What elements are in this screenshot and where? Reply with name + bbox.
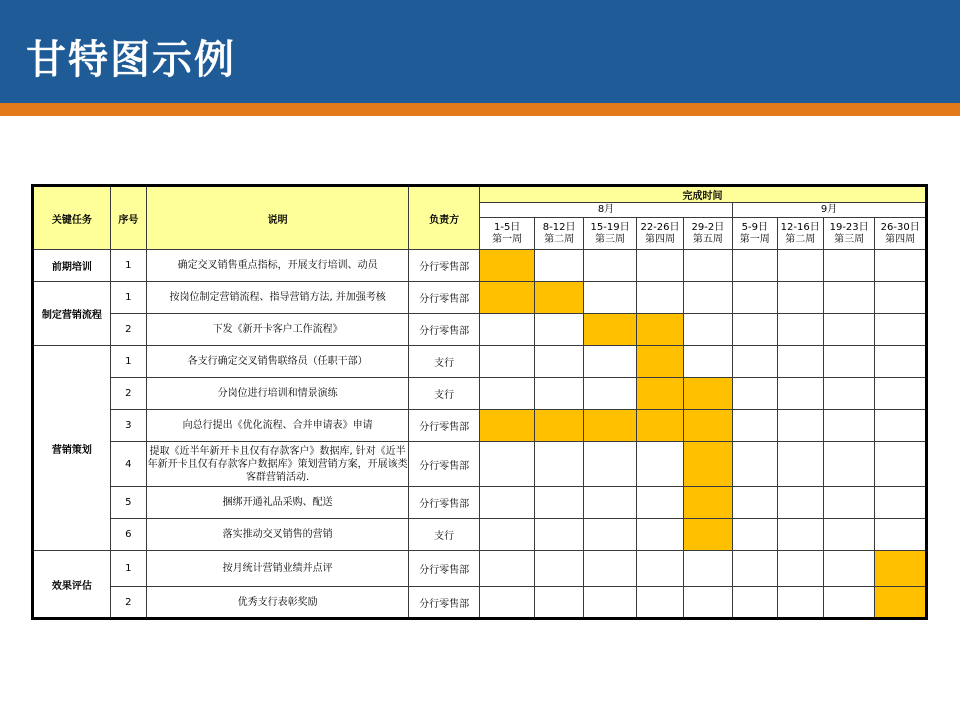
week-dates: 1-5日 [493,221,521,233]
gantt-empty-cell [583,378,636,410]
gantt-empty-cell [637,250,683,282]
gantt-empty-cell [823,587,874,619]
gantt-bar-cell [683,442,732,487]
table-row [33,587,927,619]
gantt-empty-cell [777,410,823,442]
header-time: 完成时间 [479,186,926,203]
task-group: 前期培训 [33,250,111,282]
gantt-bar-cell [535,282,583,314]
header-month-sep: 9月 [733,203,927,218]
gantt-empty-cell [479,378,534,410]
row-seq: 6 [110,519,146,551]
gantt-empty-cell [823,346,874,378]
week-label: 第一周 [739,233,770,245]
gantt-empty-cell [823,282,874,314]
gantt-empty-cell [535,378,583,410]
gantt-bar-cell [637,346,683,378]
title-banner [0,0,960,103]
gantt-empty-cell [777,250,823,282]
header-desc: 说明 [146,186,408,250]
week-label: 第三周 [595,233,626,245]
table-row [33,250,927,282]
row-owner: 分行零售部 [409,250,480,282]
gantt-empty-cell [777,378,823,410]
table-row [33,378,927,410]
row-owner: 分行零售部 [409,587,480,619]
week-dates: 5-9日 [741,221,768,233]
gantt-bar-cell [479,410,534,442]
row-seq: 4 [110,442,146,487]
row-seq: 2 [110,587,146,619]
row-seq: 2 [110,378,146,410]
gantt-empty-cell [637,551,683,587]
row-owner: 分行零售部 [409,282,480,314]
gantt-empty-cell [479,314,534,346]
gantt-empty-cell [683,282,732,314]
gantt-table [31,184,928,620]
row-desc: 按岗位制定营销流程、指导营销方法, 并加强考核 [146,282,408,314]
gantt-empty-cell [733,378,777,410]
gantt-empty-cell [823,250,874,282]
gantt-empty-cell [733,314,777,346]
gantt-empty-cell [683,250,732,282]
gantt-body [33,186,927,619]
gantt-empty-cell [875,282,927,314]
gantt-empty-cell [823,410,874,442]
week-header [823,218,874,250]
gantt-empty-cell [583,551,636,587]
gantt-empty-cell [777,314,823,346]
gantt-empty-cell [583,250,636,282]
gantt-empty-cell [733,282,777,314]
week-label: 第五周 [692,233,723,245]
gantt-bar-cell [683,378,732,410]
gantt-empty-cell [479,519,534,551]
week-label: 第二周 [785,233,816,245]
row-seq: 1 [110,551,146,587]
gantt-empty-cell [823,442,874,487]
gantt-empty-cell [683,551,732,587]
header-owner: 负责方 [409,186,480,250]
gantt-bar-cell [583,314,636,346]
week-header [875,218,927,250]
gantt-empty-cell [777,487,823,519]
row-owner: 分行零售部 [409,314,480,346]
gantt-bar-cell [683,487,732,519]
gantt-bar-cell [683,519,732,551]
week-header [583,218,636,250]
gantt-empty-cell [875,346,927,378]
week-dates: 19-23日 [829,221,869,233]
gantt-empty-cell [733,442,777,487]
row-desc: 分岗位进行培训和情景演练 [146,378,408,410]
week-label: 第三周 [834,233,865,245]
gantt-empty-cell [733,250,777,282]
gantt-bar-cell [535,410,583,442]
week-label: 第一周 [492,233,523,245]
task-group: 效果评估 [33,551,111,619]
row-seq: 1 [110,250,146,282]
gantt-empty-cell [479,487,534,519]
gantt-empty-cell [875,314,927,346]
header-task: 关键任务 [33,186,111,250]
week-header [733,218,777,250]
gantt-empty-cell [535,346,583,378]
gantt-empty-cell [777,346,823,378]
row-desc: 各支行确定交叉销售联络员（任职干部） [146,346,408,378]
row-seq: 2 [110,314,146,346]
gantt-empty-cell [733,487,777,519]
gantt-empty-cell [535,442,583,487]
row-seq: 1 [110,282,146,314]
gantt-empty-cell [823,519,874,551]
week-dates: 26-30日 [880,221,920,233]
accent-stripe [0,103,960,116]
gantt-bar-cell [637,410,683,442]
gantt-empty-cell [823,314,874,346]
row-desc: 优秀支行表彰奖励 [146,587,408,619]
gantt-bar-cell [875,551,927,587]
gantt-bar-cell [583,410,636,442]
header-seq: 序号 [110,186,146,250]
gantt-empty-cell [823,487,874,519]
gantt-empty-cell [733,551,777,587]
row-owner: 支行 [409,378,480,410]
week-header [683,218,732,250]
week-dates: 22-26日 [640,221,680,233]
row-owner: 分行零售部 [409,551,480,587]
gantt-bar-cell [637,314,683,346]
gantt-empty-cell [535,519,583,551]
gantt-empty-cell [583,282,636,314]
gantt-empty-cell [777,442,823,487]
gantt-empty-cell [733,519,777,551]
gantt-empty-cell [875,250,927,282]
gantt-empty-cell [479,551,534,587]
gantt-empty-cell [637,282,683,314]
gantt-bar-cell [479,250,534,282]
table-row [33,551,927,587]
gantt-empty-cell [875,378,927,410]
gantt-empty-cell [637,442,683,487]
gantt-empty-cell [583,519,636,551]
gantt-empty-cell [535,314,583,346]
row-owner: 分行零售部 [409,442,480,487]
gantt-empty-cell [733,346,777,378]
gantt-empty-cell [733,410,777,442]
gantt-empty-cell [683,346,732,378]
gantt-empty-cell [583,346,636,378]
gantt-empty-cell [583,442,636,487]
row-seq: 5 [110,487,146,519]
gantt-empty-cell [637,519,683,551]
row-owner: 支行 [409,519,480,551]
row-desc: 按月统计营销业绩并点评 [146,551,408,587]
gantt-empty-cell [777,587,823,619]
row-desc: 确定交叉销售重点指标，开展支行培训、动员 [146,250,408,282]
gantt-empty-cell [583,487,636,519]
row-owner: 分行零售部 [409,487,480,519]
table-row [33,487,927,519]
week-dates: 12-16日 [780,221,820,233]
week-label: 第四周 [885,233,916,245]
gantt-empty-cell [683,314,732,346]
week-header [535,218,583,250]
gantt-bar-cell [479,282,534,314]
row-desc: 落实推动交叉销售的营销 [146,519,408,551]
gantt-empty-cell [479,587,534,619]
row-desc: 向总行提出《优化流程、合并申请表》申请 [146,410,408,442]
gantt-empty-cell [875,487,927,519]
gantt-empty-cell [583,587,636,619]
gantt-empty-cell [637,487,683,519]
gantt-empty-cell [777,551,823,587]
gantt-empty-cell [535,551,583,587]
gantt-empty-cell [535,250,583,282]
gantt-bar-cell [637,378,683,410]
gantt-empty-cell [733,587,777,619]
row-owner: 分行零售部 [409,410,480,442]
table-row [33,282,927,314]
week-dates: 8-12日 [542,221,576,233]
week-header [777,218,823,250]
table-row [33,346,927,378]
gantt-empty-cell [479,346,534,378]
week-label: 第二周 [544,233,575,245]
gantt-empty-cell [823,551,874,587]
task-group: 制定营销流程 [33,282,111,346]
gantt-empty-cell [875,519,927,551]
row-desc: 捆绑开通礼品采购、配送 [146,487,408,519]
week-header [479,218,534,250]
table-row [33,519,927,551]
gantt-empty-cell [637,587,683,619]
header-month-aug: 8月 [479,203,732,218]
week-dates: 15-19日 [590,221,630,233]
gantt-empty-cell [823,378,874,410]
slide-title: 甘特图示例 [26,37,236,83]
gantt-empty-cell [777,282,823,314]
task-group: 营销策划 [33,346,111,551]
row-seq: 1 [110,346,146,378]
gantt-empty-cell [535,587,583,619]
table-row [33,410,927,442]
gantt-empty-cell [777,519,823,551]
week-header [637,218,683,250]
table-row [33,314,927,346]
row-desc: 下发《新开卡客户工作流程》 [146,314,408,346]
week-dates: 29-2日 [691,221,725,233]
gantt-empty-cell [683,587,732,619]
gantt-empty-cell [535,487,583,519]
gantt-empty-cell [875,410,927,442]
gantt-empty-cell [875,442,927,487]
table-row [33,442,927,487]
gantt-empty-cell [479,442,534,487]
gantt-bar-cell [683,410,732,442]
week-label: 第四周 [644,233,675,245]
gantt-bar-cell [875,587,927,619]
row-seq: 3 [110,410,146,442]
row-desc: 提取《近半年新开卡且仅有存款客户》数据库, 针对《近半年新开卡且仅有存款客户数据库》策划营销方案，开展该类客群营销活动. [146,442,408,487]
row-owner: 支行 [409,346,480,378]
